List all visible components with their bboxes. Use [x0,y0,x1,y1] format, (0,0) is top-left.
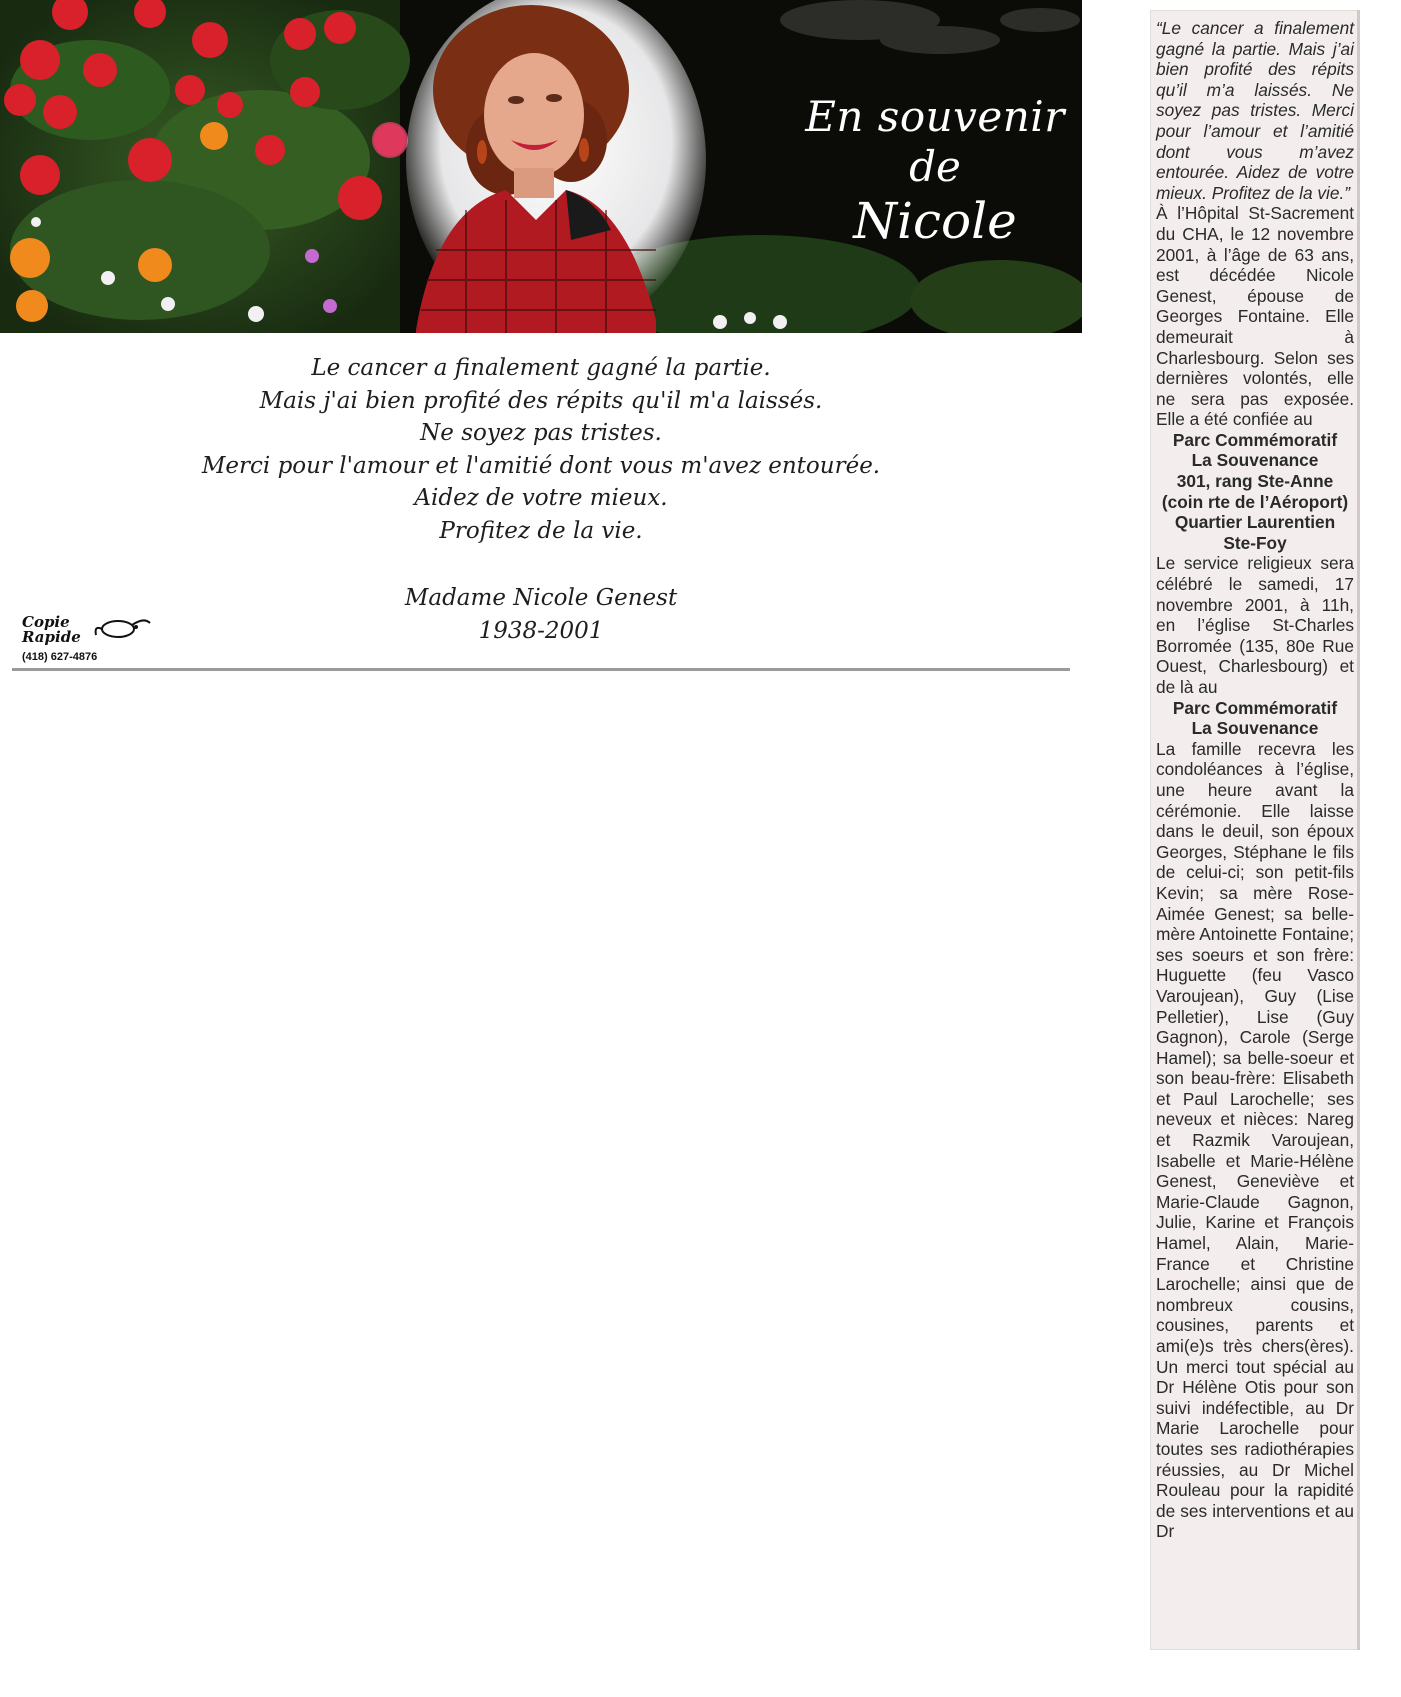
printer-name-line2: Rapide [22,628,81,646]
clipping-quote: “Le cancer a finalement gagné la partie. Mais j’ai bien profité des répits qu’il m’a laissés. Ne soyez pas tristes. Merci pour l’amour et l’amitié dont vous m’avez entourée. Aidez de votre mieux. Profitez de la vie.” [1156,18,1354,203]
clipping-paragraph: Le service religieux sera célébré le samedi, 17 novembre 2001, à 11h, en l’église St-Charles Borromée (135, 80e Rue Ouest, Charlesbourg) et de là au [1156,553,1354,697]
poem-line: Aidez de votre mieux. [414,485,668,511]
poem-line: Profitez de la vie. [439,517,643,544]
poem-line: Le cancer a finalement gagné la partie. [311,355,771,381]
clipping-edge [1357,10,1360,1650]
deceased-name: Madame Nicole Genest [404,585,678,611]
printer-logo [20,615,150,667]
memorial-poem [0,352,1082,547]
life-years: 1938-2001 [478,618,604,644]
poem-line: Merci pour l'amour et l'amitié dont vous m'avez entourée. [201,452,881,479]
poem-line: Mais j'ai bien profité des répits qu'il m'a laissés. [259,387,823,414]
printer-name-line1: Copie [22,613,70,631]
memorial-signature [0,582,1082,648]
clipping-place-line: 301, rang Ste-Anne [1176,471,1334,492]
clipping-place-line: La Souvenance [1191,450,1319,471]
memorial-card [0,0,1082,672]
clipping-place-line: (coin rte de l’Aéroport) [1161,491,1349,512]
clipping-place-line: Ste-Foy [1223,532,1287,553]
clipping-paragraph: À l’Hôpital St-Sacrement du CHA, le 12 novembre 2001, à l’âge de 63 ans, est décédée Nicole Genest, épouse de Georges Fontaine. Elle demeurait à Charlesbourg. Selon ses dernières volontés, elle ne sera pas exposée. Elle a été confiée au [1156,203,1354,430]
clipping-place-line: La Souvenance [1191,718,1319,739]
clipping-place-line: Parc Commémoratif [1172,697,1338,718]
banner-title-line2: de [909,142,961,192]
clipping-paragraph: La famille recevra les condoléances à l’église, une heure avant la cérémonie. Elle laisse dans le deuil, son époux Georges, Stéphane le fils de celui-ci; son petit-fils Kevin; sa mère Rose-Aimée Genest; sa belle-mère Antoinette Fontaine; ses soeurs et son frère: Huguette (feu Vasco Varoujean), Guy (Lise Pelletier), Lise (Guy Gagnon), Carole (Serge Hamel); sa belle-soeur et son beau-frère: Elisabeth et Paul Larochelle; ses neveux et nièces: Nareg et Razmik Varoujean, Isabelle et Marie-Hélène Genest, Geneviève et Marie-Claude Gagnon, Julie, Karine et François Hamel, Alain, Marie-France et Christine Larochelle; ainsi que de nombreux cousins, cousines, parents et ami(e)s très chers(ères). Un merci tout spécial au Dr Hélène Otis pour son suivi indéfectible, au Dr Marie Larochelle pour toutes ses radiothérapies réussies, au Dr Michel Rouleau pour la rapidité de ses interventions et au Dr [1156,738,1354,1542]
card-edge-divider [12,668,1070,671]
banner-title-name: Nicole [853,192,1017,251]
poem-line: Ne soyez pas tristes. [420,420,662,446]
portrait-photo [396,0,716,333]
clipping-place-line: Parc Commémoratif [1172,429,1338,450]
banner-title [790,92,1080,251]
clipping-text [1156,18,1354,1542]
banner-title-line1: En souvenir [805,92,1065,141]
card-banner [0,0,1082,333]
obituary-clipping [1150,10,1360,1650]
rabbit-logo-icon [92,615,152,641]
clipping-place-line: Quartier Laurentien [1174,512,1336,533]
printer-phone: (418) 627-4876 [22,651,98,663]
